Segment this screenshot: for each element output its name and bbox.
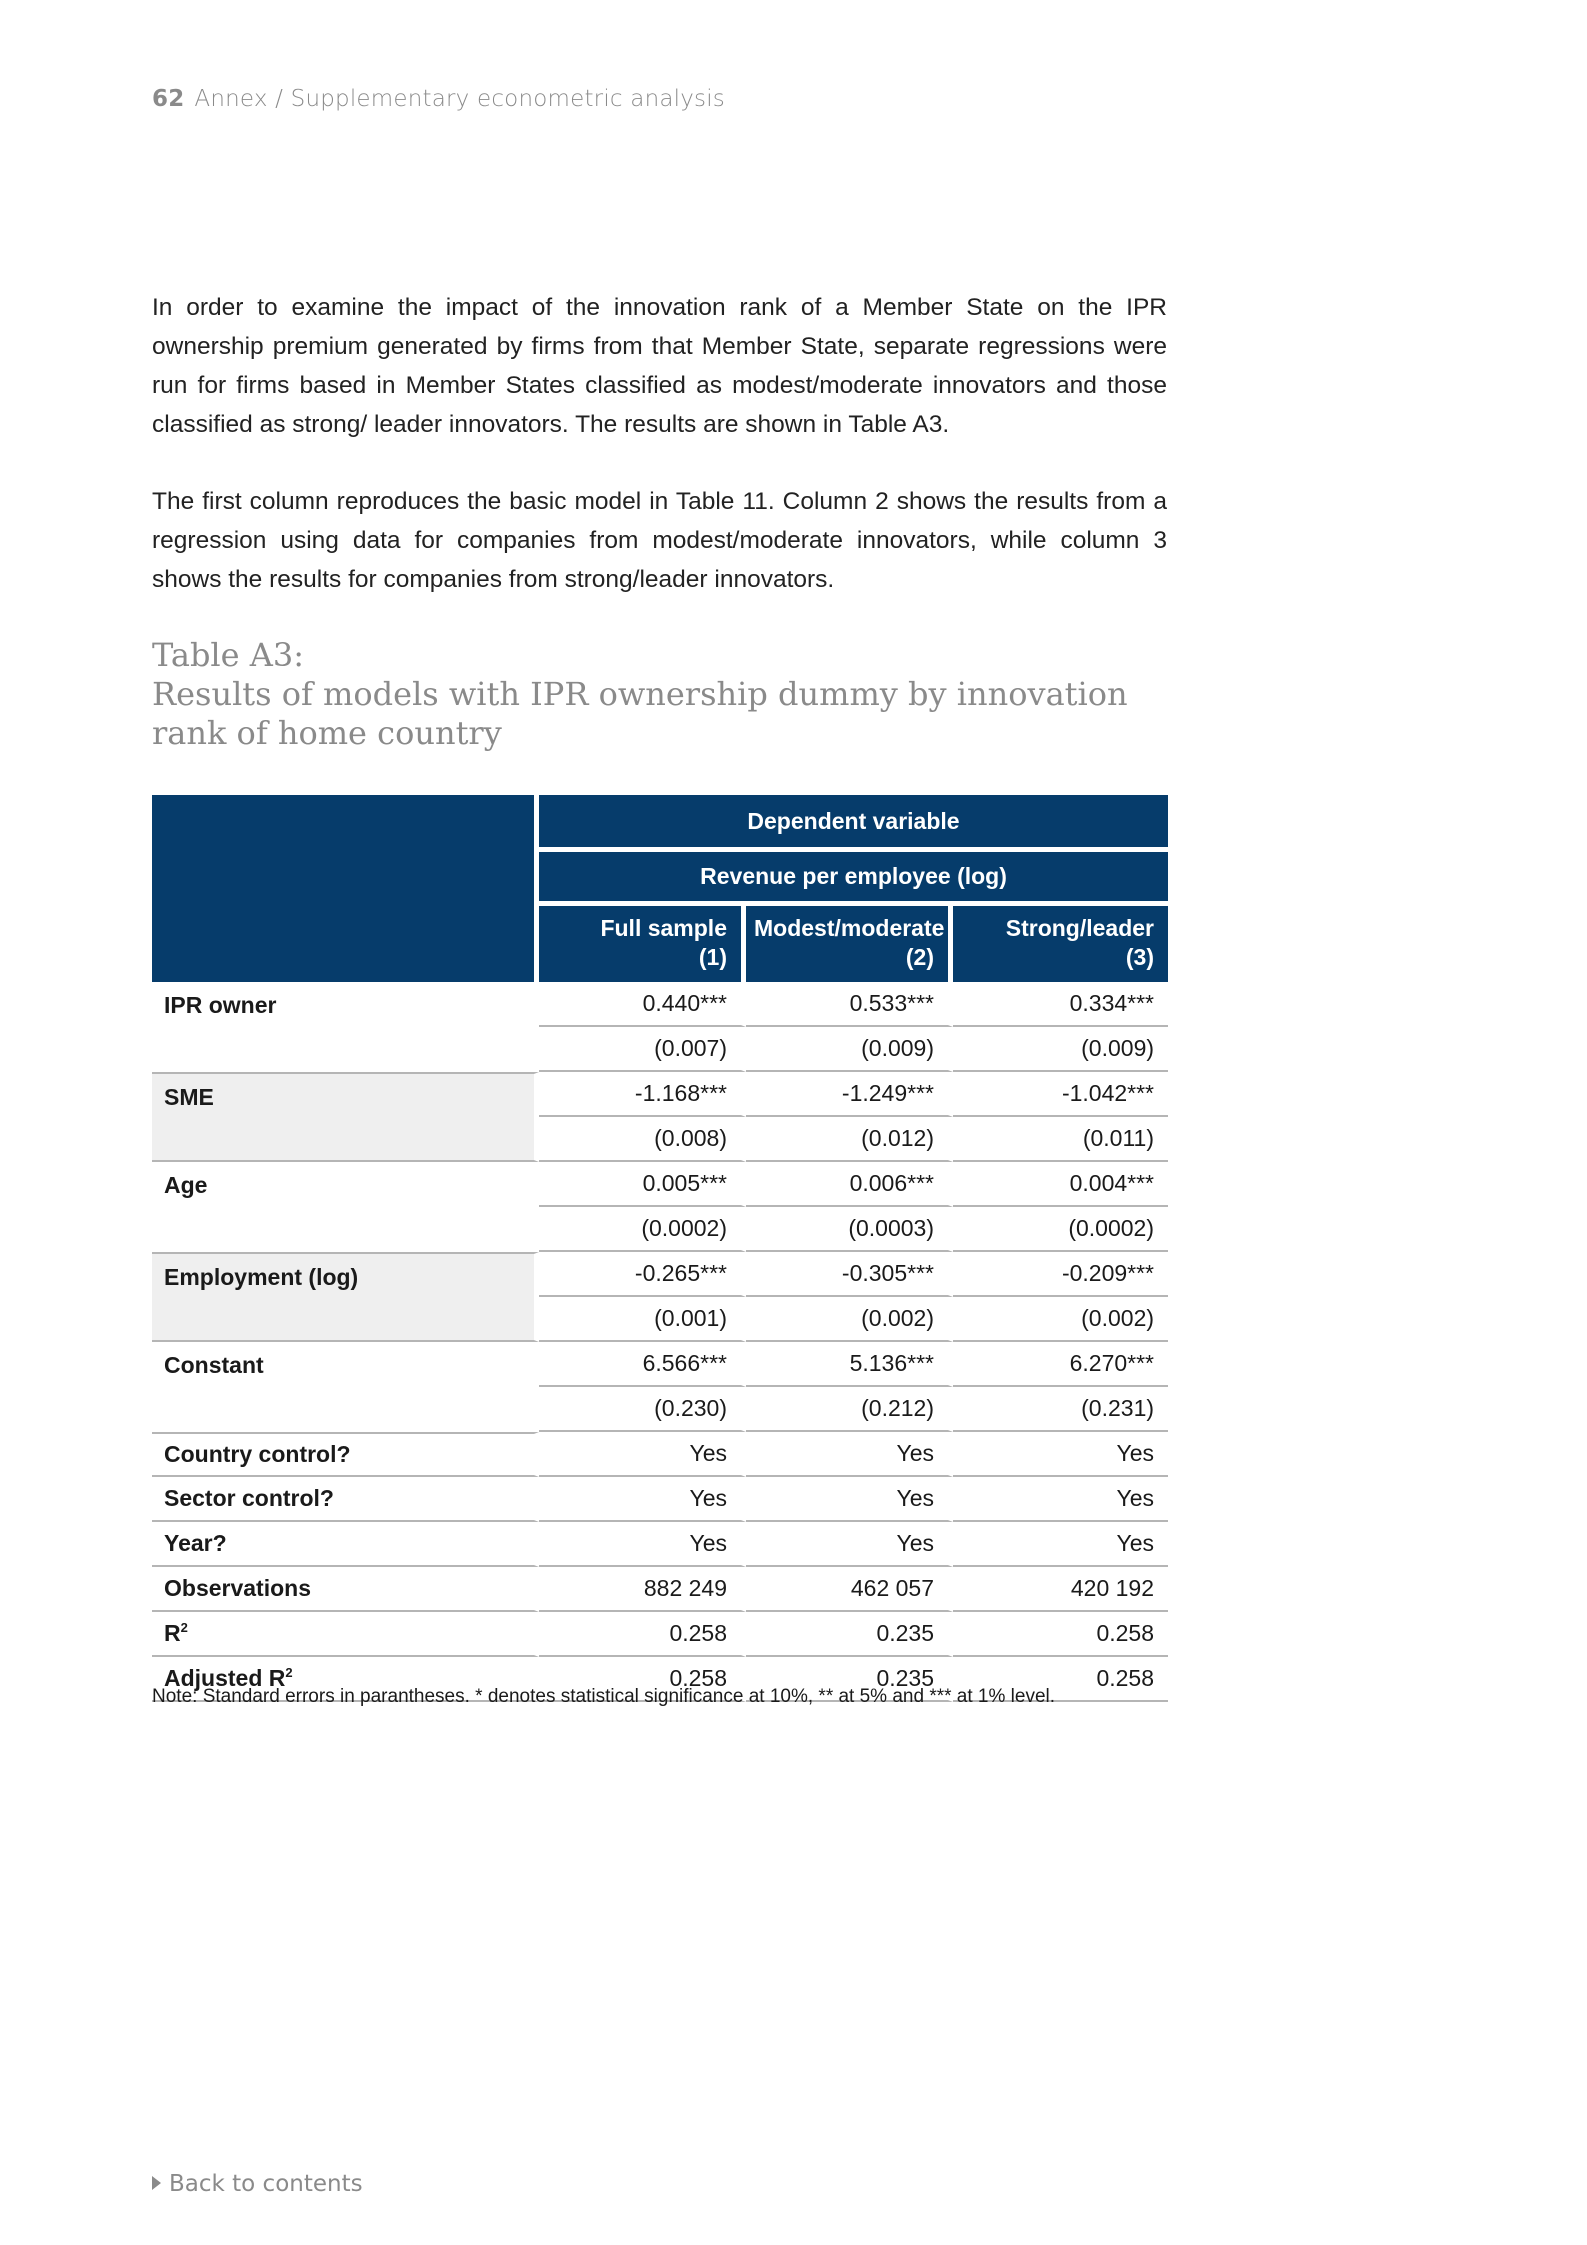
- row-label-text: Country control?: [164, 1441, 351, 1467]
- stat-cell: 0.258: [539, 1612, 746, 1657]
- table-row: [152, 1072, 1168, 1117]
- table-row: [152, 1432, 1168, 1477]
- stat-cell: Yes: [539, 1522, 746, 1567]
- stat-cell: Yes: [953, 1477, 1168, 1522]
- page-header: [152, 86, 725, 112]
- page-number: 62: [152, 86, 185, 112]
- coefficient-cell: -1.042***: [953, 1072, 1168, 1117]
- std-error-cell: (0.002): [746, 1297, 953, 1342]
- column-number: (1): [698, 944, 727, 970]
- paragraph-2: The first column reproduces the basic model in Table 11. Column 2 shows the results from a regression using data for companies from modest/moderate innovators, while column 3 shows the results for companies from strong/leader innovators.: [152, 488, 1167, 593]
- std-error-cell: (0.011): [953, 1117, 1168, 1162]
- column-name: Strong/leader: [1005, 915, 1155, 941]
- column-number: (2): [905, 944, 934, 970]
- table-row: [152, 1612, 1168, 1657]
- column-name: Full sample: [600, 915, 727, 941]
- coefficient-cell: 0.006***: [746, 1162, 953, 1207]
- section-title: Annex / Supplementary econometric analysis: [194, 86, 725, 112]
- stat-cell: 0.235: [746, 1612, 953, 1657]
- row-label: [152, 1567, 539, 1612]
- triangle-right-icon: [152, 2176, 161, 2190]
- table-row: [152, 1567, 1168, 1612]
- row-label-text: Year?: [164, 1530, 227, 1556]
- coefficient-cell: -1.249***: [746, 1072, 953, 1117]
- coefficient-cell: 0.005***: [539, 1162, 746, 1207]
- coefficient-cell: 0.533***: [746, 982, 953, 1027]
- std-error-cell: (0.012): [746, 1117, 953, 1162]
- stat-cell: 0.258: [953, 1612, 1168, 1657]
- row-label: [152, 1612, 539, 1657]
- superscript: 2: [180, 1620, 188, 1635]
- stat-cell: 462 057: [746, 1567, 953, 1612]
- table-row: [152, 1477, 1168, 1522]
- stat-cell: Yes: [953, 1522, 1168, 1567]
- table-row: [152, 1342, 1168, 1387]
- column-header-1: [539, 906, 746, 982]
- row-label-text: R: [164, 1620, 181, 1646]
- row-label: IPR owner: [152, 982, 539, 1072]
- results-table: [152, 795, 1168, 1702]
- row-label-text: Observations: [164, 1575, 311, 1601]
- stat-cell: Yes: [539, 1432, 746, 1477]
- column-header-3: [953, 906, 1168, 982]
- table-row: [152, 1522, 1168, 1567]
- std-error-cell: (0.001): [539, 1297, 746, 1342]
- std-error-cell: (0.008): [539, 1117, 746, 1162]
- header-corner: [152, 795, 539, 982]
- std-error-cell: (0.0002): [953, 1207, 1168, 1252]
- coefficient-cell: -0.305***: [746, 1252, 953, 1297]
- coefficient-cell: 0.440***: [539, 982, 746, 1027]
- row-label: Age: [152, 1162, 539, 1252]
- table-row: [152, 1252, 1168, 1297]
- table-note: Note: Standard errors in parantheses. * denotes statistical significance at 10%, ** at 5% and *** at 1% level.: [152, 1686, 1056, 1707]
- back-to-contents-link[interactable]: [152, 2171, 363, 2197]
- stat-cell: 420 192: [953, 1567, 1168, 1612]
- row-label: Employment (log): [152, 1252, 539, 1342]
- column-name: Modest/moderate: [754, 915, 945, 941]
- std-error-cell: (0.230): [539, 1387, 746, 1432]
- stat-cell: Yes: [746, 1477, 953, 1522]
- std-error-cell: (0.009): [953, 1027, 1168, 1072]
- row-label: [152, 1432, 539, 1477]
- std-error-cell: (0.002): [953, 1297, 1168, 1342]
- std-error-cell: (0.0003): [746, 1207, 953, 1252]
- coefficient-cell: -0.209***: [953, 1252, 1168, 1297]
- row-label: [152, 1522, 539, 1567]
- row-label: SME: [152, 1072, 539, 1162]
- table-row: [152, 982, 1168, 1027]
- column-number: (3): [1125, 944, 1155, 970]
- coefficient-cell: 6.566***: [539, 1342, 746, 1387]
- coefficient-cell: -0.265***: [539, 1252, 746, 1297]
- std-error-cell: (0.007): [539, 1027, 746, 1072]
- stat-cell: 0.235: [746, 1657, 953, 1702]
- coefficient-cell: 0.334***: [953, 982, 1168, 1027]
- back-link-label: Back to contents: [169, 2171, 363, 2197]
- table-row: [152, 1162, 1168, 1207]
- std-error-cell: (0.231): [953, 1387, 1168, 1432]
- row-label-text: Adjusted R: [164, 1665, 286, 1691]
- std-error-cell: (0.212): [746, 1387, 953, 1432]
- stat-cell: Yes: [953, 1432, 1168, 1477]
- row-label-text: Sector control?: [164, 1485, 334, 1511]
- std-error-cell: (0.009): [746, 1027, 953, 1072]
- coefficient-cell: 6.270***: [953, 1342, 1168, 1387]
- row-label: [152, 1477, 539, 1522]
- superscript: 2: [285, 1665, 293, 1680]
- stat-cell: 882 249: [539, 1567, 746, 1612]
- row-label: Constant: [152, 1342, 539, 1432]
- table-label: Table A3:: [152, 636, 305, 674]
- stat-cell: Yes: [539, 1477, 746, 1522]
- paragraph-1: In order to examine the impact of the innovation rank of a Member State on the IPR ownership premium generated by firms from that Member State, separate regressions were run for firms based in Member States classified as modest/moderate innovators and those classified as strong/ leader innovators. The results are shown in Table A3.: [152, 294, 1167, 438]
- column-header-2: [746, 906, 953, 982]
- table-caption: [152, 636, 1167, 753]
- coefficient-cell: -1.168***: [539, 1072, 746, 1117]
- stat-cell: 0.258: [953, 1657, 1168, 1702]
- stat-cell: Yes: [746, 1522, 953, 1567]
- coefficient-cell: 5.136***: [746, 1342, 953, 1387]
- coefficient-cell: 0.004***: [953, 1162, 1168, 1207]
- std-error-cell: (0.0002): [539, 1207, 746, 1252]
- stat-cell: Yes: [746, 1432, 953, 1477]
- table-title: Results of models with IPR ownership dummy by innovation rank of home country: [152, 675, 1128, 752]
- measure-header: Revenue per employee (log): [539, 852, 1168, 901]
- dependent-variable-header: Dependent variable: [539, 795, 1168, 847]
- stat-cell: 0.258: [539, 1657, 746, 1702]
